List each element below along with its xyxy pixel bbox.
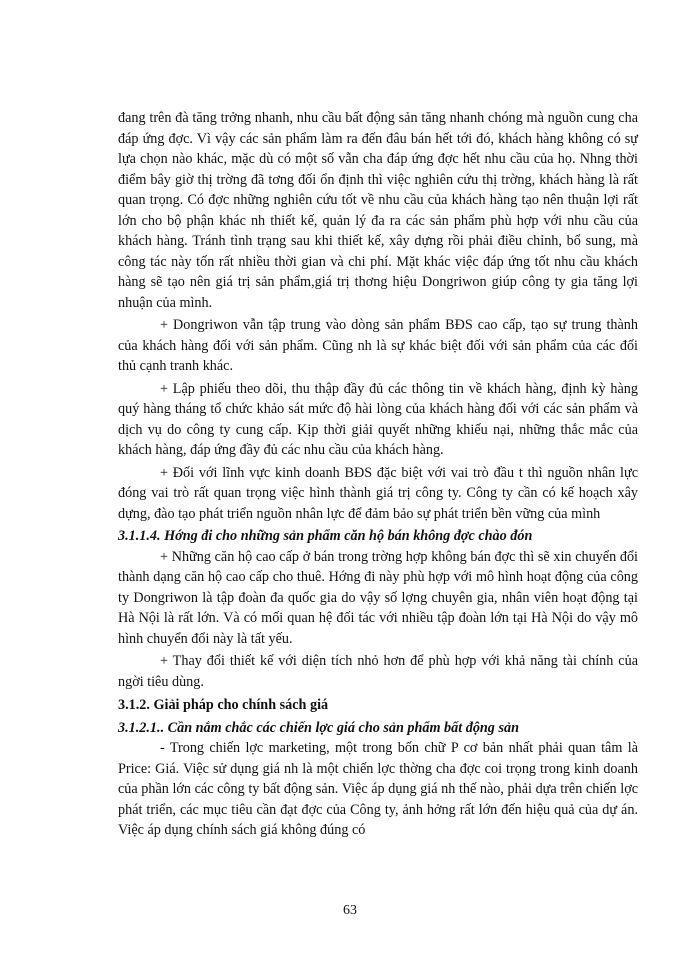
paragraph-design-change: + Thay đổi thiết kế với diện tích nhỏ hơn để phù hợp với khả năng tài chính của ngời tiêu dùng. <box>118 653 638 690</box>
section-heading-3-1-2: 3.1.2. Giải pháp cho chính sách giá <box>118 697 329 713</box>
page-number: 63 <box>343 903 357 918</box>
paragraph-customer-tracking: + Lập phiếu theo dõi, thu thập đầy đủ các thông tin về khách hàng, định kỳ hàng quý hàng tháng tổ chức khảo sát mức độ hài lòng của khách hàng đối với các sản phẩm và dịch vụ do công ty cung cấp. Kịp thời giải quyết những khiếu nại, những thắc mắc của khách hàng, đáp ứng đầy đủ các nhu cầu của khách hàng. <box>118 380 638 458</box>
paragraph-continuation: đang trên đà tăng trởng nhanh, nhu cầu bất động sản tăng nhanh chóng mà nguồn cung cha đáp ứng đợc. Vì vậy các sản phẩm làm ra đến đâu bán hết tới đó, khách hàng không có sự lựa chọn nào khác, mặc dù có một số vẫn cha đáp ứng đợc hết nhu cầu của họ. Nhng thời điểm bây giờ thị trờng đã tơng đối ổn định thì việc nghiên cứu thị trờng, khách hàng là rất quan trọng. Có đợc những nghiên cứu tốt về nhu cầu của khách hàng tạo nên thuận lợi rất lớn cho bộ phận khác nh thiết kế, quản lý đa ra các sản phẩm phù hợp với nhu cầu của khách hàng. Tránh tình trạng sau khi thiết kế, xây dựng rồi phải điều chỉnh, bổ sung, mà công tác này tốn rất nhiều thời gian và chi phí. Mặt khác việc đáp ứng tốt nhu cầu khách hàng sẽ tạo nên giá trị sản phẩm,giá trị thơng hiệu Dongriwon giúp công ty gia tăng lợi nhuận của mình. <box>118 110 638 311</box>
paragraph-rental-conversion: + Những căn hộ cao cấp ở bán trong trờng hợp không bán đợc thì sẽ xin chuyển đổi thành dạng căn hộ cao cấp cho thuê. Hớng đi này phù hợp với mô hình hoạt động của công ty Dongriwon là tập đoàn đa quốc gia do vậy số lợng chuyên gia, nhân viên hoạt động tại Hà Nội là rất lớn. Và có mối quan hệ đối tác với nhiều tập đoàn lớn tại Hà Nội do vậy mô hình chuyển đổi này là tất yếu. <box>118 548 638 647</box>
paragraph-human-resources: + Đối với lĩnh vực kinh doanh BĐS đặc biệt với vai trò đầu t thì nguồn nhân lực đóng vai trò rất quan trọng việc hình thành giá trị công ty. Công ty cần có kế hoạch xây dựng, đào tạo phát triển nguồn nhân lực để đảm bảo sự phát triển bền vững của mình <box>118 464 638 522</box>
section-heading-3-1-1-4: 3.1.1.4. Hớng đi cho những sản phẩm căn hộ bán không đợc chào đón <box>118 528 533 544</box>
page-content <box>118 108 638 841</box>
paragraph-product-focus: + Dongriwon vẫn tập trung vào dòng sản phẩm BĐS cao cấp, tạo sự trung thành của khách hàng đối với sản phẩm. Cũng nh là sự khác biệt đối với sản phẩm của các đối thủ cạnh tranh khác. <box>118 317 638 374</box>
paragraph-pricing-strategy: - Trong chiến lợc marketing, một trong bốn chữ P cơ bản nhất phải quan tâm là Price: Giá. Việc sử dụng giá nh là một chiến lợc thờng cha đợc coi trọng trong kinh doanh của phần lớn các công ty bất động sản. Việc áp dụng giá nh thế nào, phải dựa trên chiến lợc phát triển, các mục tiêu cần đạt đợc của Công ty, ảnh hởng rất lớn đến hiệu quả của dự án. Việc áp dụng chính sách giá không đúng có <box>118 740 638 838</box>
section-heading-3-1-2-1: 3.1.2.1.. Cần nắm chắc các chiến lợc giá cho sản phẩm bất động sản <box>118 719 519 736</box>
